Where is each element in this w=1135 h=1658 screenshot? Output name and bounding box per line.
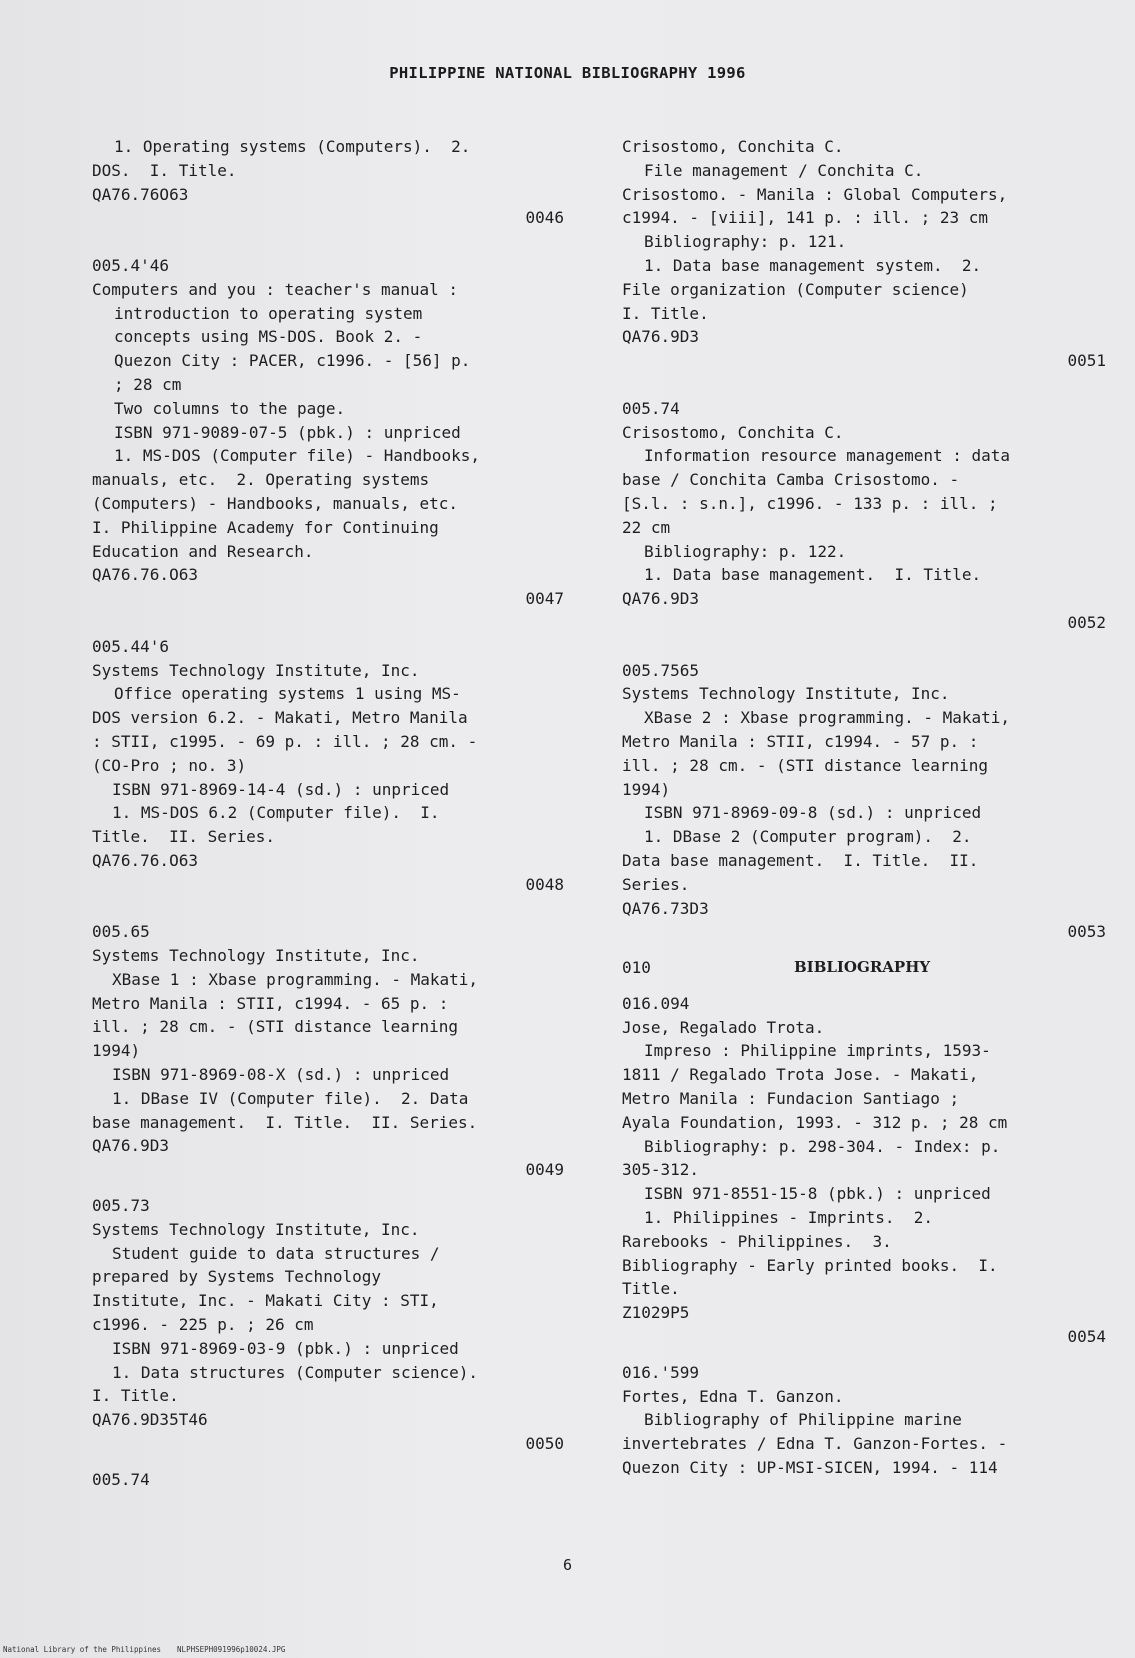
- entry-title: XBase 2 : Xbase programming. - Makati,: [644, 708, 1011, 728]
- footer-file: NLPHSEPH091996p10024.JPG: [177, 1645, 286, 1654]
- entry-line: c1996. - 225 p. ; 26 cm: [92, 1315, 314, 1335]
- call-number: QA76.9D3: [622, 589, 700, 609]
- entry-line: Metro Manila : Fundacion Santiago ;: [622, 1089, 960, 1109]
- entry-title: Information resource management : data: [644, 446, 1011, 466]
- section-title: BIBLIOGRAPHY: [794, 958, 931, 977]
- entry-line: Title.: [622, 1279, 680, 1299]
- entry-number: 0052: [1067, 612, 1106, 632]
- entry-isbn: ISBN 971-8969-08-X (sd.) : unpriced: [112, 1065, 450, 1085]
- entry-number: 0047: [525, 589, 564, 609]
- entry-subject: 1. DBase 2 (Computer program). 2.: [644, 827, 972, 847]
- entry-line: ill. ; 28 cm. - (STI distance learning: [92, 1017, 459, 1037]
- entry-line: DOS. I. Title.: [92, 160, 237, 180]
- call-number: QA76.73D3: [622, 898, 709, 918]
- entry-subject: 1. Data base management. I. Title.: [644, 565, 982, 585]
- entry-line: 305-312.: [622, 1160, 700, 1180]
- entry-line: (Computers) - Handbooks, manuals, etc.: [92, 493, 459, 513]
- entry-line: (CO-Pro ; no. 3): [92, 755, 247, 775]
- page-title: PHILIPPINE NATIONAL BIBLIOGRAPHY 1996: [389, 64, 746, 82]
- section-heading: [622, 956, 1114, 980]
- class-number: 005.73: [92, 1196, 150, 1216]
- entry-line: base / Conchita Camba Crisostomo. -: [622, 470, 960, 490]
- call-number: QA76.76.O63: [92, 850, 198, 870]
- entry-title: File management / Conchita C.: [644, 160, 924, 180]
- class-number: 016.094: [622, 993, 690, 1013]
- entry-line: 1. Operating systems (Computers). 2.: [114, 137, 471, 156]
- entry-line: Quezon City : UP-MSI-SICEN, 1994. - 114: [622, 1458, 998, 1478]
- entry-line: ill. ; 28 cm. - (STI distance learning: [622, 755, 989, 775]
- call-number: Z1029P5: [622, 1303, 690, 1323]
- entry-line: [S.l. : s.n.], c1996. - 133 p. : ill. ;: [622, 493, 998, 513]
- entry-line: invertebrates / Edna T. Ganzon-Fortes. -: [622, 1434, 1008, 1454]
- right-column: [622, 135, 1114, 1480]
- page-number: 6: [562, 1556, 573, 1574]
- entry-subject: 1. Philippines - Imprints. 2.: [644, 1208, 933, 1228]
- entry-line: I. Title.: [622, 303, 709, 323]
- entry-subject: 1. Data base management system. 2.: [644, 255, 982, 275]
- entry-heading: Systems Technology Institute, Inc.: [92, 660, 420, 680]
- entry-isbn: ISBN 971-8969-03-9 (pbk.) : unpriced: [112, 1338, 459, 1358]
- entry-heading: Crisostomo, Conchita C.: [622, 137, 844, 156]
- entry-line: 22 cm: [622, 517, 671, 537]
- entry-title: Bibliography of Philippine marine: [644, 1410, 962, 1430]
- entry-title: Office operating systems 1 using MS-: [114, 684, 461, 704]
- entry-line: ; 28 cm: [114, 374, 182, 394]
- entry-heading: Fortes, Edna T. Ganzon.: [622, 1386, 844, 1406]
- entry-number: 0051: [1067, 351, 1106, 371]
- entry-line: Metro Manila : STII, c1994. - 65 p. :: [92, 993, 449, 1013]
- entry-line: Title. II. Series.: [92, 827, 276, 847]
- entry-title: Student guide to data structures /: [112, 1243, 440, 1263]
- class-number: 005.4'46: [92, 255, 170, 275]
- entry-line: 1994): [622, 779, 671, 799]
- entry-number: 0049: [525, 1160, 564, 1180]
- entry-number: 0053: [1067, 922, 1106, 942]
- entry-number: 0054: [1067, 1327, 1106, 1347]
- entry-line: DOS version 6.2. - Makati, Metro Manila: [92, 708, 468, 728]
- entry-line: Bibliography - Early printed books. I.: [622, 1255, 998, 1275]
- call-number: QA76.9D3: [622, 327, 700, 347]
- entry-number: 0050: [525, 1434, 564, 1454]
- call-number: QA76.9D3: [92, 1136, 170, 1156]
- entry-note: Two columns to the page.: [114, 398, 346, 418]
- entry-subject: 1. DBase IV (Computer file). 2. Data: [112, 1088, 469, 1108]
- entry-isbn: ISBN 971-8969-09-8 (sd.) : unpriced: [644, 803, 982, 823]
- entry-heading: Crisostomo, Conchita C.: [622, 422, 844, 442]
- entry-line: Quezon City : PACER, c1996. - [56] p.: [114, 351, 471, 371]
- class-number: 005.44'6: [92, 636, 170, 656]
- entry-line: prepared by Systems Technology: [92, 1267, 381, 1287]
- entry-isbn: ISBN 971-9089-07-5 (pbk.) : unpriced: [114, 422, 461, 442]
- entry-heading: Computers and you : teacher's manual :: [92, 279, 459, 299]
- entry-line: Data base management. I. Title. II.: [622, 850, 979, 870]
- entry-line: Crisostomo. - Manila : Global Computers,: [622, 184, 1008, 204]
- section-class-number: 010: [622, 958, 651, 978]
- entry-line: I. Title.: [92, 1386, 179, 1406]
- entry-line: I. Philippine Academy for Continuing: [92, 517, 439, 537]
- class-number: 005.74: [92, 1469, 150, 1489]
- class-number: 005.7565: [622, 660, 700, 680]
- entry-subject: 1. MS-DOS (Computer file) - Handbooks,: [114, 446, 481, 466]
- entry-line: File organization (Computer science): [622, 279, 969, 299]
- entry-line: Institute, Inc. - Makati City : STI,: [92, 1291, 439, 1311]
- entry-subject: 1. Data structures (Computer science).: [112, 1362, 479, 1382]
- entry-line: 1994): [92, 1041, 141, 1061]
- left-column: [92, 135, 572, 1492]
- entry-line: : STII, c1995. - 69 p. : ill. ; 28 cm. -: [92, 731, 478, 751]
- entry-line: base management. I. Title. II. Series.: [92, 1112, 478, 1132]
- call-number: QA76.76.O63: [92, 565, 198, 585]
- entry-line: 1811 / Regalado Trota Jose. - Makati,: [622, 1065, 979, 1085]
- call-number: QA76.76O63: [92, 184, 189, 204]
- class-number: 005.65: [92, 922, 150, 942]
- entry-heading: Jose, Regalado Trota.: [622, 1017, 825, 1037]
- entry-note: Bibliography: p. 122.: [644, 541, 847, 561]
- entry-note: Bibliography: p. 298-304. - Index: p.: [644, 1136, 1001, 1156]
- class-number: 016.'599: [622, 1362, 700, 1382]
- scan-footer: [3, 1645, 301, 1654]
- entry-title: Impreso : Philippine imprints, 1593-: [644, 1041, 991, 1061]
- entry-line: Metro Manila : STII, c1994. - 57 p. :: [622, 731, 979, 751]
- entry-line: concepts using MS-DOS. Book 2. -: [114, 327, 423, 347]
- entry-isbn: ISBN 971-8969-14-4 (sd.) : unpriced: [112, 779, 450, 799]
- entry-line: introduction to operating system: [114, 303, 423, 323]
- entry-number: 0048: [525, 874, 564, 894]
- entry-title: XBase 1 : Xbase programming. - Makati,: [112, 969, 479, 989]
- entry-note: Bibliography: p. 121.: [644, 232, 847, 252]
- class-number: 005.74: [622, 398, 680, 418]
- call-number: QA76.9D35T46: [92, 1410, 208, 1430]
- entry-isbn: ISBN 971-8551-15-8 (pbk.) : unpriced: [644, 1184, 991, 1204]
- footer-library: National Library of the Philippines: [3, 1645, 162, 1654]
- entry-line: Series.: [622, 874, 690, 894]
- entry-heading: Systems Technology Institute, Inc.: [92, 1219, 420, 1239]
- entry-line: c1994. - [viii], 141 p. : ill. ; 23 cm: [622, 208, 989, 228]
- entry-line: Rarebooks - Philippines. 3.: [622, 1231, 892, 1251]
- entry-line: Education and Research.: [92, 541, 314, 561]
- entry-number: 0046: [525, 208, 564, 228]
- entry-heading: Systems Technology Institute, Inc.: [92, 946, 420, 966]
- entry-line: manuals, etc. 2. Operating systems: [92, 470, 430, 490]
- entry-heading: Systems Technology Institute, Inc.: [622, 684, 950, 704]
- entry-line: Ayala Foundation, 1993. - 312 p. ; 28 cm: [622, 1112, 1008, 1132]
- entry-subject: 1. MS-DOS 6.2 (Computer file). I.: [112, 803, 440, 823]
